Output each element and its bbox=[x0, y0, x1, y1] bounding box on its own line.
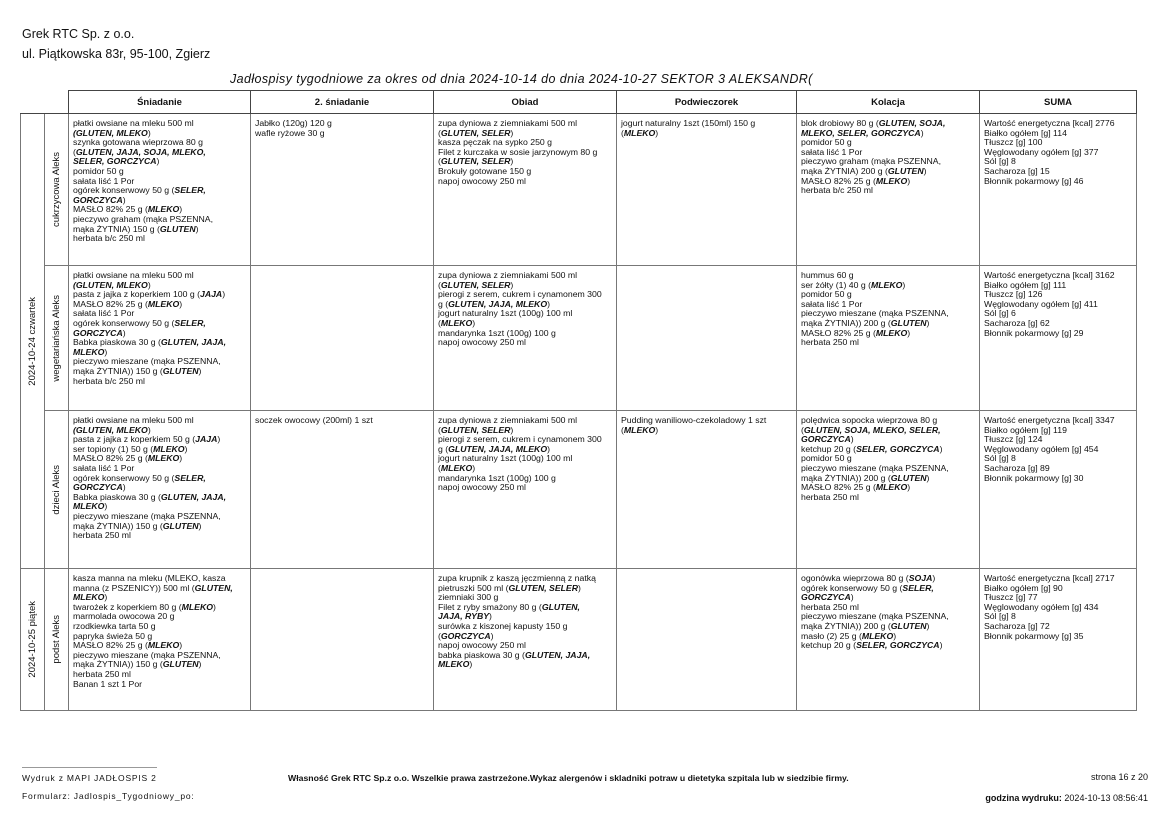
cell-line: pomidor 50 g bbox=[73, 165, 124, 176]
allergen-text: MLEKO bbox=[438, 659, 470, 670]
cell-line: (GORCZYCA) bbox=[438, 630, 494, 641]
meal-dinner bbox=[797, 114, 980, 266]
cell-line: papryka świeża 50 g bbox=[73, 630, 153, 641]
allergen-text: GLUTEN, bbox=[194, 582, 233, 593]
cell-line: pieczywo mieszane (mąka PSZENNA, bbox=[801, 308, 949, 319]
cell-line: Filet z kurczaka w sosie jarzynowym 80 g bbox=[438, 146, 598, 157]
meal-second-breakfast bbox=[251, 114, 434, 266]
cell-line: herbata 250 ml bbox=[801, 337, 859, 348]
cell-line: manna (z PSZENICY)) 500 ml (GLUTEN, bbox=[73, 582, 233, 593]
cell-line: szynka gotowana wieprzowa 80 g bbox=[73, 137, 203, 148]
allergen-text: SELER, bbox=[174, 317, 206, 328]
meal-dinner bbox=[797, 411, 980, 569]
menu-row bbox=[21, 114, 1137, 266]
cell-line: Białko ogółem [g] 111 bbox=[984, 279, 1067, 290]
cell-line: herbata b/c 250 ml bbox=[73, 233, 145, 244]
allergen-text: GLUTEN, SELER bbox=[440, 156, 511, 167]
cell-line: pieczywo mieszane (mąka PSZENNA, bbox=[73, 510, 221, 521]
cell-line: (GLUTEN, MLEKO) bbox=[73, 279, 151, 290]
cell-line: Sacharoza [g] 62 bbox=[984, 317, 1050, 328]
cell-line: Sól [g] 6 bbox=[984, 308, 1016, 319]
cell-line: Białko ogółem [g] 114 bbox=[984, 127, 1067, 138]
cell-line: hummus 60 g bbox=[801, 270, 854, 280]
cell-line: masło (2) 25 g (MLEKO) bbox=[801, 630, 897, 641]
meal-breakfast bbox=[69, 411, 251, 569]
allergen-text: MLEKO bbox=[181, 601, 214, 612]
column-header-breakfast: Śniadanie bbox=[69, 91, 251, 114]
cell-line: SELER, GORCZYCA) bbox=[73, 156, 160, 167]
meal-lunch bbox=[434, 266, 617, 411]
cell-line: sałata liść 1 Por bbox=[73, 175, 135, 186]
allergen-text: GLUTEN bbox=[890, 620, 927, 631]
allergen-text: GLUTEN, SOJA, MLEKO, SELER, bbox=[803, 424, 941, 435]
allergen-text: MLEKO bbox=[440, 317, 473, 328]
allergen-text: GORCZYCA bbox=[801, 592, 851, 603]
footer-form: Formularz: Jadlospis_Tygodniowy_po: bbox=[22, 791, 195, 801]
meal-snack bbox=[617, 411, 797, 569]
cell-line: herbata b/c 250 ml bbox=[73, 375, 145, 386]
meal-snack bbox=[617, 569, 797, 711]
cell-line: mąka ŻYTNIA)) 150 g (GLUTEN) bbox=[73, 520, 202, 531]
cell-line: rzodkiewka tarta 50 g bbox=[73, 620, 156, 631]
cell-line: GORCZYCA) bbox=[73, 327, 126, 338]
cell-line: herbata 250 ml bbox=[73, 530, 131, 541]
cell-line: mąka ŻYTNIA)) 200 g (GLUTEN) bbox=[801, 317, 930, 328]
cell-line: Banan 1 szt 1 Por bbox=[73, 678, 143, 689]
meal-second-breakfast bbox=[251, 569, 434, 711]
cell-line: Tłuszcz [g] 77 bbox=[984, 592, 1038, 603]
cell-line: pomidor 50 g bbox=[801, 453, 852, 464]
cell-line: herbata 250 ml bbox=[73, 668, 131, 679]
day-cell bbox=[21, 114, 45, 569]
allergen-text: GORCZYCA bbox=[73, 327, 123, 338]
allergen-text: GLUTEN, bbox=[541, 601, 580, 612]
meal-dinner bbox=[797, 266, 980, 411]
allergen-text: JAJA bbox=[200, 289, 223, 300]
allergen-text: MLEKO bbox=[871, 279, 903, 290]
meal-snack bbox=[617, 114, 797, 266]
cell-line: (GLUTEN, SELER) bbox=[438, 127, 514, 138]
cell-line: (MLEKO) bbox=[438, 317, 476, 328]
allergen-text: MLEKO bbox=[73, 501, 105, 512]
cell-line: sałata liść 1 Por bbox=[801, 298, 863, 309]
allergen-text: GLUTEN bbox=[162, 520, 199, 531]
cell-line: (GLUTEN, SELER) bbox=[438, 156, 514, 167]
allergen-text: GLUTEN, JAJA, bbox=[160, 491, 227, 502]
column-header-total: SUMA bbox=[980, 91, 1137, 114]
footer-divider bbox=[22, 767, 157, 768]
company-address: ul. Piątkowska 83r, 95-100, Zgierz bbox=[22, 47, 211, 61]
allergen-text: MLEKO bbox=[623, 424, 656, 435]
allergen-text: SELER, GORCZYCA bbox=[856, 640, 940, 651]
diet-label: dzieci Aleks bbox=[50, 464, 62, 515]
cell-line: Tłuszcz [g] 124 bbox=[984, 434, 1043, 445]
cell-line: płatki owsiane na mleku 500 ml bbox=[73, 415, 194, 425]
allergen-text: GLUTEN, JAJA, SOJA, MLEKO, bbox=[75, 146, 206, 157]
cell-line: pieczywo mieszane (mąka PSZENNA, bbox=[73, 356, 221, 367]
allergen-text: SELER, bbox=[174, 472, 206, 483]
nutrition-summary bbox=[980, 114, 1137, 266]
allergen-text: GLUTEN, SOJA, bbox=[878, 118, 946, 128]
cell-line: Pudding waniliowo-czekoladowy 1 szt bbox=[621, 415, 767, 425]
allergen-text: MLEKO bbox=[147, 298, 180, 309]
meal-breakfast bbox=[69, 114, 251, 266]
cell-line: Błonnik pokarmowy [g] 30 bbox=[984, 472, 1084, 483]
column-header-dinner: Kolacja bbox=[797, 91, 980, 114]
diet-cell bbox=[45, 411, 69, 569]
cell-line: MASŁO 82% 25 g (MLEKO) bbox=[801, 175, 911, 186]
cell-line: Wartość energetyczna [kcal] 3162 bbox=[984, 270, 1115, 280]
cell-line: ogórek konserwowy 50 g (SELER, bbox=[801, 582, 934, 593]
allergen-text: MLEKO bbox=[875, 482, 908, 493]
cell-line: pasta z jajka z koperkiem 50 g (JAJA) bbox=[73, 434, 221, 445]
allergen-text: (GLUTEN, MLEKO bbox=[73, 424, 148, 435]
day-label: 2024-10-24 czwartek bbox=[26, 296, 38, 386]
cell-line: mąka ŻYTNIA) 200 g (GLUTEN) bbox=[801, 165, 927, 176]
cell-line: pomidor 50 g bbox=[801, 289, 852, 300]
cell-line: (GLUTEN, SELER) bbox=[438, 279, 514, 290]
footer-copyright: Własność Grek RTC Sp.z o.o. Wszelkie prawa zastrzeżone.Wykaz alergenów i skladniki potraw u dietetyka szpitala lub w siedzibie firmy. bbox=[288, 773, 849, 783]
nutrition-summary bbox=[980, 266, 1137, 411]
cell-line: pierogi z serem, cukrem i cynamonem 300 bbox=[438, 289, 602, 300]
cell-line: Sacharoza [g] 15 bbox=[984, 165, 1050, 176]
cell-line: JAJA, RYBY) bbox=[438, 611, 492, 622]
cell-line: pieczywo mieszane (mąka PSZENNA, bbox=[801, 611, 949, 622]
cell-line: jogurt naturalny 1szt (100g) 100 ml bbox=[438, 453, 573, 464]
cell-line: napoj owocowy 250 ml bbox=[438, 482, 526, 493]
cell-line: GORCZYCA) bbox=[73, 194, 126, 205]
allergen-text: GLUTEN, SELER bbox=[440, 127, 511, 138]
cell-line: (GLUTEN, MLEKO) bbox=[73, 127, 151, 138]
cell-line: MLEKO, SELER, GORCZYCA) bbox=[801, 127, 924, 138]
cell-line: Sacharoza [g] 89 bbox=[984, 462, 1050, 473]
meal-second-breakfast bbox=[251, 266, 434, 411]
cell-line: zupa dyniowa z ziemniakami 500 ml bbox=[438, 270, 578, 280]
cell-line: MASŁO 82% 25 g (MLEKO) bbox=[73, 204, 183, 215]
cell-line: Węglowodany ogółem [g] 377 bbox=[984, 146, 1099, 157]
cell-line: ketchup 20 g (SELER, GORCZYCA) bbox=[801, 640, 943, 651]
column-header-snack: Podwieczorek bbox=[617, 91, 797, 114]
diet-cell bbox=[45, 266, 69, 411]
cell-line: zupa krupnik z kaszą jęczmienną z natką bbox=[438, 573, 596, 583]
cell-line: Sól [g] 8 bbox=[984, 453, 1016, 464]
menu-row bbox=[21, 411, 1137, 569]
cell-line: zupa dyniowa z ziemniakami 500 ml bbox=[438, 118, 578, 128]
cell-line: Sacharoza [g] 72 bbox=[984, 620, 1050, 631]
allergen-text: GORCZYCA bbox=[440, 630, 491, 641]
allergen-text: GLUTEN, JAJA, bbox=[160, 337, 227, 348]
cell-line: napoj owocowy 250 ml bbox=[438, 175, 526, 186]
cell-line: herbata b/c 250 ml bbox=[801, 185, 873, 196]
cell-line: g (GLUTEN, JAJA, MLEKO) bbox=[438, 443, 550, 454]
allergen-text: MLEKO bbox=[861, 630, 894, 641]
page-number: strona 16 z 20 bbox=[1090, 772, 1148, 782]
cell-line: sałata liść 1 Por bbox=[73, 308, 135, 319]
cell-line: Błonnik pokarmowy [g] 35 bbox=[984, 630, 1084, 641]
cell-line: GORCZYCA) bbox=[801, 434, 854, 445]
cell-line: wafle ryżowe 30 g bbox=[255, 127, 325, 138]
allergen-text: GLUTEN, JAJA, bbox=[524, 649, 591, 660]
cell-line: MLEKO) bbox=[438, 659, 473, 670]
allergen-text: (GLUTEN, MLEKO bbox=[73, 279, 148, 290]
allergen-text: GLUTEN, SELER bbox=[440, 424, 511, 435]
allergen-text: MLEKO bbox=[623, 127, 656, 138]
day-cell bbox=[21, 569, 45, 711]
cell-line: mandarynka 1szt (100g) 100 g bbox=[438, 327, 556, 338]
allergen-text: MLEKO bbox=[147, 453, 180, 464]
cell-line: napoj owocowy 250 ml bbox=[438, 640, 526, 651]
allergen-text: GLUTEN, SELER bbox=[508, 582, 579, 593]
cell-line: MASŁO 82% 25 g (MLEKO) bbox=[73, 453, 183, 464]
cell-line: ogonówka wieprzowa 80 g (SOJA) bbox=[801, 573, 936, 583]
allergen-text: GORCZYCA bbox=[801, 434, 851, 445]
cell-line: (GLUTEN, JAJA, SOJA, MLEKO, bbox=[73, 146, 206, 157]
meal-lunch bbox=[434, 114, 617, 266]
allergen-text: GLUTEN bbox=[890, 317, 927, 328]
cell-line: sałata liść 1 Por bbox=[801, 146, 863, 157]
cell-line: GORCZYCA) bbox=[73, 482, 126, 493]
diet-label: cukrzycowa Aleks bbox=[50, 152, 62, 227]
cell-line: płatki owsiane na mleku 500 ml bbox=[73, 270, 194, 280]
cell-line: ogórek konserwowy 50 g (SELER, bbox=[73, 317, 206, 328]
menu-title: Jadłospisy tygodniowe za okres od dnia 2024-10-14 do dnia 2024-10-27 SEKTOR 3 ALEKSANDR( bbox=[230, 72, 813, 86]
header-row bbox=[21, 91, 1137, 114]
cell-line: (GLUTEN, MLEKO) bbox=[73, 424, 151, 435]
cell-line: Tłuszcz [g] 126 bbox=[984, 289, 1043, 300]
allergen-text: SELER, GORCZYCA bbox=[73, 156, 157, 167]
cell-line: ser żółty (1) 40 g (MLEKO) bbox=[801, 279, 906, 290]
menu-row bbox=[21, 569, 1137, 711]
cell-line: ketchup 20 g (SELER, GORCZYCA) bbox=[801, 443, 943, 454]
cell-line: mąka ŻYTNIA) 150 g (GLUTEN) bbox=[73, 223, 199, 234]
cell-line: MASŁO 82% 25 g (MLEKO) bbox=[801, 482, 911, 493]
allergen-text: MLEKO bbox=[147, 204, 180, 215]
cell-line: polędwica sopocka wieprzowa 80 g bbox=[801, 415, 938, 425]
company-block bbox=[22, 24, 210, 64]
menu-row bbox=[21, 266, 1137, 411]
diet-cell bbox=[45, 569, 69, 711]
allergen-text: MLEKO bbox=[73, 346, 105, 357]
cell-line: ziemniaki 300 g bbox=[438, 592, 499, 603]
weekly-menu-table bbox=[20, 90, 1137, 711]
cell-line: Sól [g] 8 bbox=[984, 611, 1016, 622]
cell-line: herbata 250 ml bbox=[801, 491, 859, 502]
cell-line: jogurt naturalny 1szt (150ml) 150 g bbox=[621, 118, 756, 128]
company-name: Grek RTC Sp. z o.o. bbox=[22, 27, 135, 41]
cell-line: sałata liść 1 Por bbox=[73, 462, 135, 473]
cell-line: (MLEKO) bbox=[621, 127, 659, 138]
cell-line: Brokuły gotowane 150 g bbox=[438, 165, 532, 176]
cell-line: kasza manna na mleku (MLEKO, kasza bbox=[73, 573, 226, 583]
allergen-text: GLUTEN bbox=[162, 365, 199, 376]
column-header-lunch: Obiad bbox=[434, 91, 617, 114]
diet-label: wegetariańska Aleks bbox=[50, 294, 62, 382]
allergen-text: GLUTEN, JAJA, MLEKO bbox=[448, 443, 548, 454]
day-label: 2024-10-25 piątek bbox=[26, 601, 38, 678]
allergen-text: MLEKO bbox=[440, 462, 473, 473]
cell-line: jogurt naturalny 1szt (100g) 100 ml bbox=[438, 308, 573, 319]
cell-line: zupa dyniowa z ziemniakami 500 ml bbox=[438, 415, 578, 425]
allergen-text: SELER, GORCZYCA bbox=[856, 443, 940, 454]
cell-line: surówka z kiszonej kapusty 150 g bbox=[438, 620, 568, 631]
allergen-text: SELER, bbox=[174, 185, 206, 196]
allergen-text: SELER, bbox=[902, 582, 934, 593]
allergen-text: SOJA bbox=[908, 573, 933, 583]
cell-line: Węglowodany ogółem [g] 454 bbox=[984, 443, 1099, 454]
allergen-text: GLUTEN, SELER bbox=[440, 279, 511, 290]
cell-line: Węglowodany ogółem [g] 411 bbox=[984, 298, 1098, 309]
cell-line: pieczywo mieszane (mąka PSZENNA, bbox=[801, 462, 949, 473]
header-spacer bbox=[45, 91, 69, 114]
cell-line: Wartość energetyczna [kcal] 2717 bbox=[984, 573, 1115, 583]
meal-lunch bbox=[434, 411, 617, 569]
cell-line: pieczywo graham (mąka PSZENNA, bbox=[801, 156, 942, 167]
cell-line: pieczywo graham (mąka PSZENNA, bbox=[73, 213, 214, 224]
allergen-text: GLUTEN bbox=[162, 659, 199, 670]
cell-line: Węglowodany ogółem [g] 434 bbox=[984, 601, 1099, 612]
cell-line: Sól [g] 8 bbox=[984, 156, 1016, 167]
cell-line: Białko ogółem [g] 90 bbox=[984, 582, 1063, 593]
cell-line: pasta z jajka z koperkiem 100 g (JAJA) bbox=[73, 289, 226, 300]
diet-cell bbox=[45, 114, 69, 266]
cell-line: MASŁO 82% 25 g (MLEKO) bbox=[801, 327, 911, 338]
cell-line: Filet z ryby smażony 80 g (GLUTEN, bbox=[438, 601, 580, 612]
allergen-text: MLEKO bbox=[875, 175, 908, 186]
meal-lunch bbox=[434, 569, 617, 711]
print-time bbox=[985, 793, 1148, 803]
cell-line: (MLEKO) bbox=[621, 424, 659, 435]
cell-line: MLEKO) bbox=[73, 346, 108, 357]
column-header-second-breakfast: 2. śniadanie bbox=[251, 91, 434, 114]
allergen-text: MLEKO bbox=[875, 327, 908, 338]
cell-line: ser topiony (1) 50 g (MLEKO) bbox=[73, 443, 188, 454]
cell-line: Babka piaskowa 30 g (GLUTEN, JAJA, bbox=[73, 337, 227, 348]
cell-line: MASŁO 82% 25 g (MLEKO) bbox=[73, 298, 183, 309]
cell-line: twarożek z koperkiem 80 g (MLEKO) bbox=[73, 601, 216, 612]
allergen-text: MLEKO bbox=[153, 443, 185, 454]
cell-line: płatki owsiane na mleku 500 ml bbox=[73, 118, 194, 128]
header-spacer bbox=[21, 91, 45, 114]
cell-line: Błonnik pokarmowy [g] 29 bbox=[984, 327, 1084, 338]
cell-line: Jabłko (120g) 120 g bbox=[255, 118, 332, 128]
cell-line: Błonnik pokarmowy [g] 46 bbox=[984, 175, 1084, 186]
cell-line: soczek owocowy (200ml) 1 szt bbox=[255, 415, 373, 425]
diet-label: podst Aleks bbox=[50, 615, 62, 664]
cell-line: Wartość energetyczna [kcal] 3347 bbox=[984, 415, 1115, 425]
cell-line: pietruszki 500 ml (GLUTEN, SELER) bbox=[438, 582, 581, 593]
nutrition-summary bbox=[980, 411, 1137, 569]
cell-line: mandarynka 1szt (100g) 100 g bbox=[438, 472, 556, 483]
meal-breakfast bbox=[69, 569, 251, 711]
cell-line: Tłuszcz [g] 100 bbox=[984, 137, 1043, 148]
cell-line: GORCZYCA) bbox=[801, 592, 854, 603]
cell-line: mąka ŻYTNIA)) 200 g (GLUTEN) bbox=[801, 472, 930, 483]
meal-breakfast bbox=[69, 266, 251, 411]
cell-line: (GLUTEN, SOJA, MLEKO, SELER, bbox=[801, 424, 941, 435]
cell-line: (MLEKO) bbox=[438, 462, 476, 473]
cell-line: Babka piaskowa 30 g (GLUTEN, JAJA, bbox=[73, 491, 227, 502]
cell-line: blok drobiowy 80 g (GLUTEN, SOJA, bbox=[801, 118, 946, 128]
allergen-text: MLEKO bbox=[147, 640, 180, 651]
allergen-text: GLUTEN bbox=[159, 223, 196, 234]
cell-line: MLEKO) bbox=[73, 501, 108, 512]
cell-line: pieczywo mieszane (mąka PSZENNA, bbox=[73, 649, 221, 660]
cell-line: mąka ŻYTNIA)) 150 g (GLUTEN) bbox=[73, 659, 202, 670]
allergen-text: JAJA bbox=[195, 434, 218, 445]
cell-line: g (GLUTEN, JAJA, MLEKO) bbox=[438, 298, 550, 309]
cell-line: MLEKO) bbox=[73, 592, 108, 603]
allergen-text: (GLUTEN, MLEKO bbox=[73, 127, 148, 138]
cell-line: Wartość energetyczna [kcal] 2776 bbox=[984, 118, 1115, 128]
cell-line: (GLUTEN, SELER) bbox=[438, 424, 514, 435]
print-time-value: 2024-10-13 08:56:41 bbox=[1064, 793, 1148, 803]
cell-line: mąka ŻYTNIA)) 200 g (GLUTEN) bbox=[801, 620, 930, 631]
allergen-text: MLEKO, SELER, GORCZYCA bbox=[801, 127, 921, 138]
print-time-label: godzina wydruku: bbox=[985, 793, 1062, 803]
allergen-text: GLUTEN bbox=[887, 165, 924, 176]
cell-line: pierogi z serem, cukrem i cynamonem 300 bbox=[438, 434, 602, 445]
cell-line: marmolada owocowa 20 g bbox=[73, 611, 175, 622]
cell-line: MASŁO 82% 25 g (MLEKO) bbox=[73, 640, 183, 651]
meal-snack bbox=[617, 266, 797, 411]
cell-line: pomidor 50 g bbox=[801, 137, 852, 148]
meal-second-breakfast bbox=[251, 411, 434, 569]
cell-line: napoj owocowy 250 ml bbox=[438, 337, 526, 348]
nutrition-summary bbox=[980, 569, 1137, 711]
cell-line: babka piaskowa 30 g (GLUTEN, JAJA, bbox=[438, 649, 591, 660]
allergen-text: GLUTEN bbox=[890, 472, 927, 483]
cell-line: ogórek konserwowy 50 g (SELER, bbox=[73, 185, 206, 196]
allergen-text: GORCZYCA bbox=[73, 482, 123, 493]
footer-generator: Wydruk z MAPI JADŁOSPIS 2 bbox=[22, 773, 157, 783]
cell-line: herbata 250 ml bbox=[801, 601, 859, 612]
cell-line: mąka ŻYTNIA)) 150 g (GLUTEN) bbox=[73, 365, 202, 376]
meal-dinner bbox=[797, 569, 980, 711]
cell-line: Białko ogółem [g] 119 bbox=[984, 424, 1067, 435]
cell-line: kasza pęczak na sypko 250 g bbox=[438, 137, 552, 148]
allergen-text: MLEKO bbox=[73, 592, 105, 603]
allergen-text: JAJA, RYBY bbox=[438, 611, 490, 622]
allergen-text: GLUTEN, JAJA, MLEKO bbox=[448, 298, 548, 309]
allergen-text: GORCZYCA bbox=[73, 194, 123, 205]
cell-line: ogórek konserwowy 50 g (SELER, bbox=[73, 472, 206, 483]
